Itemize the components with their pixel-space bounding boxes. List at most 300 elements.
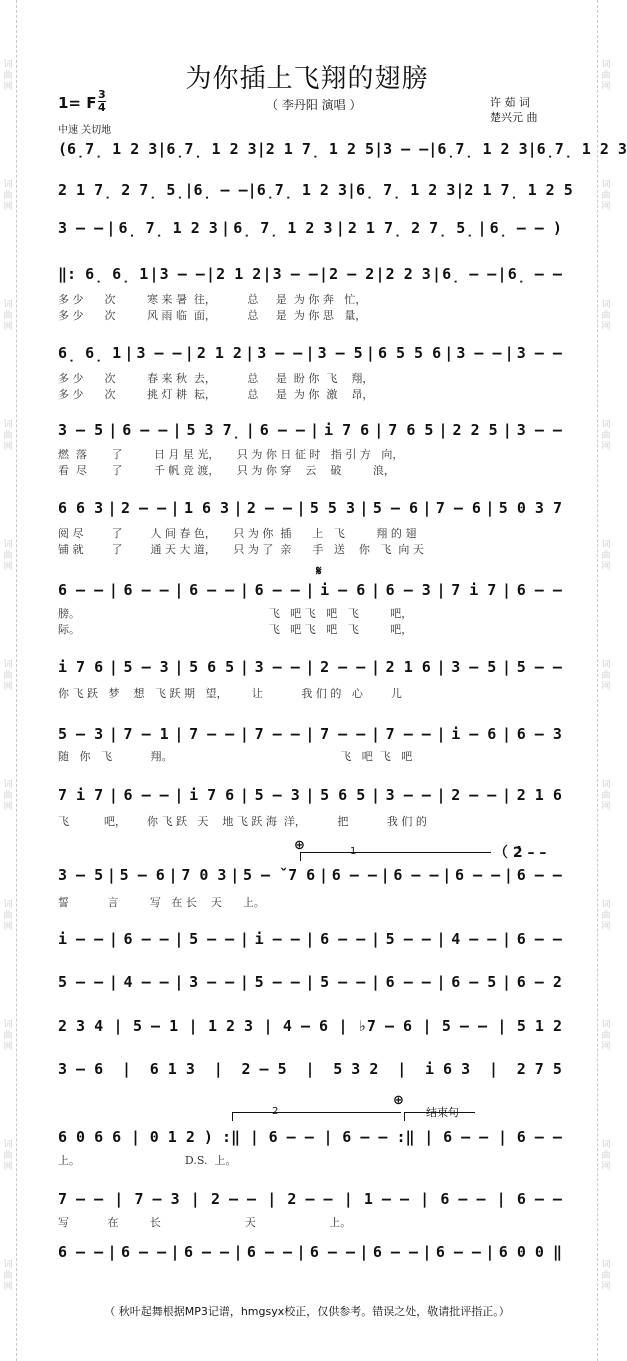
measure: 2 2 3 (385, 265, 431, 283)
watermark-text: 词 曲 网 (601, 660, 611, 692)
score-row (58, 578, 562, 602)
meter-top: 3 (98, 88, 106, 101)
measure: 5 – – (254, 973, 300, 991)
barline: | (488, 1060, 498, 1078)
barline: | (245, 421, 255, 439)
measure: 6̣ 7̣ 1 2 3 (233, 219, 333, 237)
measure: 2 1 7̣ 2 7̣ 5̣ (347, 219, 475, 237)
measure: 6 – – (246, 1243, 293, 1261)
measure: 6̣7̣ 1 2 3 (166, 140, 257, 158)
watermark-text: 词 曲 网 (601, 1020, 611, 1052)
barline: | (263, 1017, 273, 1035)
score-row (58, 262, 562, 286)
measure: 6̣7̣ 1 2 3 (256, 181, 347, 199)
composer-credit: 楚兴元 曲 (490, 111, 538, 124)
measure: 7 – – (254, 725, 300, 743)
time-signature (98, 89, 106, 114)
watermark-text: 词 曲 网 (3, 60, 13, 92)
measure: 3 – – (272, 265, 318, 283)
score-row (58, 1240, 562, 1264)
volta-1-label: 1 (350, 846, 357, 857)
barline: | (497, 1017, 507, 1035)
measure: 6 – – (393, 866, 439, 884)
measure: 6 – – (58, 1243, 104, 1261)
measure: 6 – – (516, 1190, 562, 1208)
barline: | (106, 866, 116, 884)
barline: | (305, 344, 315, 362)
measure: i 7 6 (189, 786, 235, 804)
watermark-text: 词 曲 网 (601, 180, 611, 212)
barline: | (221, 219, 231, 237)
measure: 6 – – (516, 581, 562, 599)
barline: | (455, 181, 465, 199)
barline: | (108, 930, 118, 948)
barline: | (230, 866, 240, 884)
measure: 6 – – (309, 1243, 356, 1261)
coda-entry: （ 2̇ – – (494, 845, 547, 861)
measure: 6 – – (320, 930, 366, 948)
barline: | (365, 344, 375, 362)
barline: | (380, 866, 390, 884)
measure: 5 – 3 (58, 725, 104, 743)
ending-label: 结束句 (426, 1106, 459, 1119)
barline: | (338, 1017, 348, 1035)
barline: | (485, 1243, 495, 1261)
barline: | (347, 181, 357, 199)
measure: 7 6 5 (388, 421, 434, 439)
measure: 6 – – (385, 973, 431, 991)
measure: 5 – 6 (119, 866, 165, 884)
measure: 1 2 3 (207, 1017, 254, 1035)
lyric-line: 随 你 飞 翔。 飞 吧 飞 吧 (58, 750, 413, 763)
measure: 2 – – (287, 1190, 333, 1208)
measure: 6̣ – – ) (489, 219, 562, 237)
measure: 6 – – :‖ (342, 1128, 415, 1146)
lyric-line: 多 少 次 挑 灯 耕 耘， 总 是 为 你 激 昂， (58, 388, 374, 401)
barline: | (188, 1017, 198, 1035)
barline: | (233, 1243, 243, 1261)
measure: 6 0 6 6 (58, 1128, 122, 1146)
barline: | (422, 1017, 432, 1035)
barline: | (370, 973, 380, 991)
measure: 3 – – (516, 344, 562, 362)
barline: | (174, 725, 184, 743)
barline: | (305, 581, 315, 599)
measure: 7 – 1 (123, 725, 169, 743)
lyric-line: 飞 吧， 你 飞 跃 天 地 飞 跃 海 洋， 把 我 们 的 (58, 815, 427, 828)
measure: 6̣ 7̣ 1 2 3 (118, 219, 218, 237)
measure: 7 i 7 (451, 581, 497, 599)
barline: | (256, 140, 266, 158)
barline: | (397, 1060, 407, 1078)
measure: 1 6 3 (183, 499, 230, 517)
measure: 3 – – (136, 344, 182, 362)
measure: 6̣ – – (507, 265, 562, 283)
barline: | (374, 421, 384, 439)
barline: | (497, 1128, 507, 1146)
measure: 5 – – (189, 930, 235, 948)
measure: 2 1 6 (385, 658, 431, 676)
watermark-text: 词 曲 网 (601, 60, 611, 92)
volta-bracket-2 (232, 1112, 401, 1121)
measure: 6 – 3 (516, 725, 562, 743)
measure: 7 – – (58, 1190, 104, 1208)
measure: 6 – – (331, 866, 377, 884)
barline: | (502, 930, 512, 948)
measure: 3 – 6 (58, 1060, 104, 1078)
measure: 4 – – (123, 973, 169, 991)
volta-bracket-1 (300, 852, 491, 861)
measure: 6 – – (440, 1190, 486, 1208)
barline: | (496, 1190, 506, 1208)
tempo-marking: 中速 关切地 (58, 125, 112, 136)
measure: 2 1 7̣ 1 2 5 (265, 140, 375, 158)
watermark-text: 词 曲 网 (3, 180, 13, 212)
measure: 6 – – (189, 581, 235, 599)
barline: | (239, 725, 249, 743)
barline: | (477, 219, 487, 237)
measure: 6 – – (516, 1128, 562, 1146)
measure: 6 – – (123, 581, 169, 599)
measure: 6 – 2 (516, 973, 562, 991)
score-row (58, 216, 562, 240)
watermark-text: 词 曲 网 (3, 1260, 13, 1292)
measure: 3 – 5 (58, 866, 104, 884)
measure: 3 – 5 (58, 421, 104, 439)
lyric-line: 膀。 飞 吧 飞 吧 飞 吧， (58, 607, 413, 620)
watermark-text: 词 曲 网 (3, 1140, 13, 1172)
lyric-line: 看 尽 了 千 帆 竞 渡， 只 为 你 穿 云 破 浪， (58, 464, 395, 477)
singer-credit: （ 李丹阳 演唱 ） (266, 98, 362, 112)
watermark-text: 词 曲 网 (601, 1140, 611, 1172)
barline: | (239, 973, 249, 991)
barline: | (502, 786, 512, 804)
barline: | (305, 973, 315, 991)
watermark-text: 词 曲 网 (601, 900, 611, 932)
lyric-line: 阅 尽 了 人 间 春 色， 只 为 你 插 上 飞 翔 的 翅 (58, 527, 417, 540)
watermark-text: 词 曲 网 (3, 660, 13, 692)
measure: 6̣ 7̣ 1 2 3 (356, 181, 456, 199)
score-row (58, 178, 573, 202)
lyricist-credit: 许 茹 词 (490, 96, 530, 109)
barline: | (431, 265, 441, 283)
barline: | (262, 265, 272, 283)
measure: 5 – – (516, 658, 562, 676)
score-row (58, 496, 562, 520)
measure: 5 – – (58, 973, 104, 991)
measure: 2 – – (210, 1190, 257, 1208)
barline: | (305, 1060, 315, 1078)
barline: | (305, 658, 315, 676)
measure: 6 – 5 (451, 973, 497, 991)
barline: | (370, 658, 380, 676)
barline: | (527, 140, 537, 158)
measure: 1 – – (363, 1190, 410, 1208)
barline: | (249, 1128, 259, 1146)
barline: | (108, 658, 118, 676)
barline: | (343, 1190, 353, 1208)
measure: 2 – – (451, 786, 497, 804)
measure: 3 – – (159, 265, 205, 283)
watermark-text: 词 曲 网 (3, 1020, 13, 1052)
barline: | (174, 786, 184, 804)
barline: | (422, 1243, 432, 1261)
barline: | (502, 725, 512, 743)
watermark-text: 词 曲 网 (601, 420, 611, 452)
measure: 7 – 6 (435, 499, 481, 517)
watermark-text: 词 曲 网 (3, 900, 13, 932)
measure: i – 6 (320, 581, 366, 599)
measure: 6̣ 6̣ 1 (58, 344, 122, 362)
measure: 6 – – (123, 786, 169, 804)
barline: | (239, 930, 249, 948)
barline: | (239, 658, 249, 676)
measure: 5 – ˇ7 6 (242, 866, 316, 884)
barline: | (436, 725, 446, 743)
measure: 2 2 5 (452, 421, 498, 439)
score-row (58, 1125, 562, 1149)
watermark-text: 词 曲 网 (3, 420, 13, 452)
barline: | (502, 421, 512, 439)
score-row (58, 418, 562, 442)
lyric-line: 际。 飞 吧 飞 吧 飞 吧， (58, 623, 413, 636)
barline: | (436, 930, 446, 948)
barline: | (170, 499, 180, 517)
measure: 4 – 6 (282, 1017, 329, 1035)
barline: | (233, 499, 243, 517)
score-row (58, 783, 562, 807)
barline: | (305, 725, 315, 743)
measure: 5 – – (385, 930, 431, 948)
measure: 4 – – (451, 930, 497, 948)
measure: (6̣7̣ 1 2 3 (58, 140, 158, 158)
barline: | (436, 973, 446, 991)
measure: 3 – 5 (317, 344, 363, 362)
barline: | (504, 344, 514, 362)
barline: | (170, 1243, 180, 1261)
measure: 7 – – (320, 725, 366, 743)
measure: 3 – 5 (451, 658, 497, 676)
measure: 6 – – (120, 1243, 167, 1261)
barline: | (174, 930, 184, 948)
measure: 6 – – (259, 421, 305, 439)
lyric-line: 多 少 次 风 雨 临 面， 总 是 为 你 思 量， (58, 309, 367, 322)
measure: 2 – 2 (329, 265, 375, 283)
barline: | (359, 499, 369, 517)
measure: 0 1 2 ) :‖ (149, 1128, 241, 1146)
score-row (58, 927, 562, 951)
barline: | (184, 181, 194, 199)
measure: 5 – – (441, 1017, 488, 1035)
measure: 6 0 0 ‖ (498, 1243, 562, 1261)
watermark-text: 词 曲 网 (601, 540, 611, 572)
barline: | (190, 1190, 200, 1208)
barline: | (174, 658, 184, 676)
barline: | (309, 421, 319, 439)
measure: 3 – – (58, 219, 104, 237)
barline: | (184, 344, 194, 362)
measure: 5 – 6 (372, 499, 418, 517)
barline: | (485, 499, 495, 517)
barline: | (375, 265, 385, 283)
measure: 6 1 3 (149, 1060, 195, 1078)
barline: | (108, 786, 118, 804)
barline: | (124, 344, 134, 362)
measure: 2 – 5 (241, 1060, 287, 1078)
watermark-text: 词 曲 网 (601, 1260, 611, 1292)
measure: 2 1 2 (216, 265, 262, 283)
measure: 3 – – (383, 140, 429, 158)
measure: 6̣7̣ 1 2 3 (437, 140, 528, 158)
score-row (58, 1187, 562, 1211)
score-row (58, 655, 562, 679)
barline: | (428, 140, 438, 158)
score-row (58, 137, 627, 161)
barline: | (318, 265, 328, 283)
barline: | (323, 1128, 333, 1146)
measure: 2 – – (120, 499, 167, 517)
barline: | (239, 581, 249, 599)
barline: | (444, 344, 454, 362)
barline: | (168, 866, 178, 884)
measure: 6 – – (58, 581, 104, 599)
watermark-text: 词 曲 网 (3, 300, 13, 332)
lyric-line: 多 少 次 寒 来 暑 往， 总 是 为 你 奔 忙， (58, 293, 367, 306)
measure: 5 3 7̣ (186, 421, 241, 439)
measure: 2 – – (246, 499, 293, 517)
lyric-line: 多 少 次 春 来 秋 去， 总 是 盼 你 飞 翔， (58, 372, 374, 385)
lyric-line: 上。 D.S. 上。 (58, 1154, 237, 1167)
barline: | (420, 1190, 430, 1208)
barline: | (106, 219, 116, 237)
watermark-text: 词 曲 网 (601, 780, 611, 812)
measure: 6 – – (516, 930, 562, 948)
measure: 5 1 2 (516, 1017, 562, 1035)
barline: | (370, 581, 380, 599)
measure: 3 – – (254, 658, 300, 676)
barline: | (436, 786, 446, 804)
measure: 5 6 5 (189, 658, 235, 676)
measure: i – – (254, 930, 300, 948)
barline: | (267, 1190, 277, 1208)
barline: | (107, 499, 117, 517)
measure: 5 0 3 7 (498, 499, 562, 517)
measure: ♭7 – 6 (357, 1017, 413, 1035)
measure: 7 – – (189, 725, 235, 743)
barline: | (296, 499, 306, 517)
score-row (58, 722, 562, 746)
measure: 6 – – (372, 1243, 418, 1261)
measure: 6 – – (254, 581, 300, 599)
measure: 6 6 3 (58, 499, 104, 517)
measure: 3 – – (257, 344, 303, 362)
measure: i 7 6 (58, 658, 104, 676)
measure: 6 – – (455, 866, 501, 884)
barline: | (305, 786, 315, 804)
measure: 2 7 5 (516, 1060, 562, 1078)
barline: | (205, 265, 215, 283)
lyric-line: 燃 落 了 日 月 星 光， 只 为 你 日 征 时 指 引 方 向， (58, 448, 404, 461)
barline: | (114, 1190, 124, 1208)
measure: 5 3 2 (333, 1060, 379, 1078)
measure: 6̣7̣ 1 2 3 (536, 140, 627, 158)
measure: 5 – 3 (254, 786, 300, 804)
barline: | (108, 973, 118, 991)
barline: | (436, 581, 446, 599)
score-row (58, 970, 562, 994)
barline: | (305, 930, 315, 948)
measure: 6 – 3 (385, 581, 431, 599)
measure: 6 – – (443, 1128, 489, 1146)
barline: | (422, 499, 432, 517)
measure: 2 1 7̣ 1 2 5 (464, 181, 573, 199)
barline: | (438, 421, 448, 439)
measure: 7 – 3 (134, 1190, 180, 1208)
barline: | (370, 930, 380, 948)
barline: | (424, 1128, 434, 1146)
lyric-line: 你 飞 跃 梦 想 飞 跃 期 望， 让 我 们 的 心 儿 (58, 687, 402, 700)
measure: 6 – – (268, 1128, 314, 1146)
measure: 6 – – (516, 866, 562, 884)
measure: 5 – 3 (123, 658, 169, 676)
barline: | (359, 1243, 369, 1261)
measure: 6̣ – – (193, 181, 248, 199)
lyric-line: 誓 言 写 在 长 天 上。 (58, 896, 265, 909)
measure: 7 – – (385, 725, 431, 743)
barline: | (502, 581, 512, 599)
barline: | (374, 140, 384, 158)
watermark-text: 词 曲 网 (3, 780, 13, 812)
measure: 3 – – (456, 344, 502, 362)
score-row (58, 1014, 562, 1038)
measure: 2 1 6 (516, 786, 562, 804)
measure: ‖: 6̣ 6̣ 1 (58, 265, 149, 283)
barline: | (157, 140, 167, 158)
barline: | (335, 219, 345, 237)
coda-mark-2: ⊕ (393, 1093, 404, 1108)
measure: 6 5 5 6 (377, 344, 442, 362)
watermark-text: 词 曲 网 (3, 540, 13, 572)
measure: 6̣ – – (442, 265, 497, 283)
measure: 7 0 3 (181, 866, 227, 884)
barline: | (497, 265, 507, 283)
barline: | (503, 866, 513, 884)
barline: | (442, 866, 452, 884)
transcription-note: （ 秋叶起舞根据MP3记谱，hmgsyx校正，仅供参考。错误之处，敬请批评指正。） (104, 1305, 510, 1318)
barline: | (149, 265, 159, 283)
measure: 3 – – (189, 973, 235, 991)
barline: | (296, 1243, 306, 1261)
measure: i 6 3 (425, 1060, 471, 1078)
measure: 2 – – (320, 658, 366, 676)
barline: | (113, 1017, 123, 1035)
barline: | (108, 725, 118, 743)
score-row (58, 863, 562, 887)
barline: | (318, 866, 328, 884)
barline: | (502, 658, 512, 676)
barline: | (107, 1243, 117, 1261)
barline: | (172, 421, 182, 439)
measure: 7 i 7 (58, 786, 104, 804)
barline: | (174, 581, 184, 599)
measure: 6 – – (123, 930, 169, 948)
measure: 6 – – (183, 1243, 230, 1261)
measure: 3 – – (516, 421, 562, 439)
barline: | (213, 1060, 223, 1078)
barline: | (239, 786, 249, 804)
barline: | (370, 786, 380, 804)
barline: | (247, 181, 257, 199)
